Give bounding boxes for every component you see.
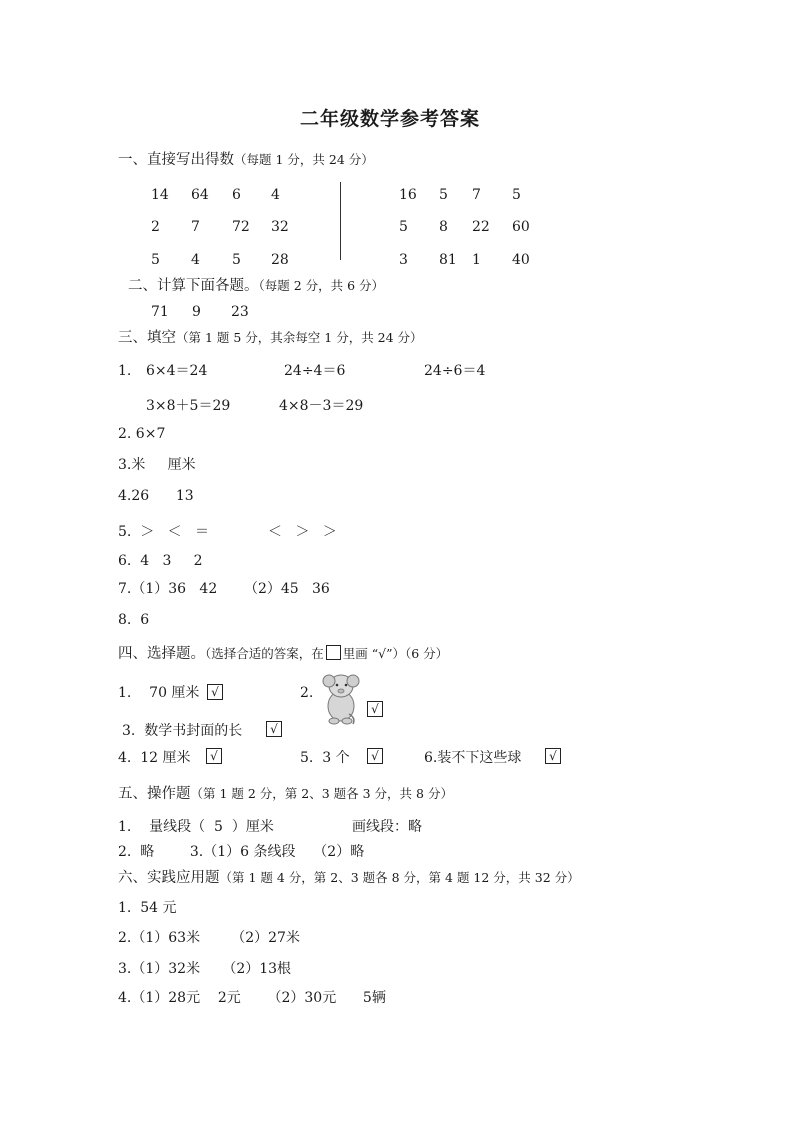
section-2-heading: [128, 277, 384, 295]
answer-line: 4.（1）28元 2元 （2）30元 5辆: [118, 990, 386, 1006]
answer-cell: 81: [439, 252, 457, 268]
answer-cell: 4: [191, 252, 200, 268]
answer-cell: 5: [151, 252, 160, 268]
answer-line: 2.: [300, 685, 314, 701]
section-2-note: （每题 2 分，共 6 分）: [258, 278, 385, 293]
section-2-title: 二、计算下面各题。: [128, 278, 259, 294]
section-3-title: 三、填空: [118, 330, 176, 346]
check-mark-box: √: [266, 721, 282, 737]
check-mark-box: √: [545, 748, 561, 764]
check-mark-box: √: [207, 684, 223, 700]
answer-line: 1.: [118, 363, 132, 379]
check-mark-box: √: [367, 748, 383, 764]
answer-cell: 16: [399, 187, 417, 203]
answer-line: 5. 3 个: [300, 750, 350, 766]
answer-cell: 8: [439, 219, 448, 235]
answer-line: 1. 70 厘米: [118, 685, 200, 701]
answer-line: 4×8－3＝29: [279, 398, 364, 414]
answer-cell: 72: [232, 219, 250, 235]
section-3-note: （第 1 题 5 分，其余每空 1 分，共 24 分）: [176, 330, 423, 345]
answer-line: 3. 数学书封面的长: [122, 723, 243, 739]
answer-cell: 32: [271, 219, 289, 235]
answer-line: 3.米 厘米: [118, 457, 196, 473]
section-6-heading: [118, 869, 580, 887]
answer-line: 24÷6＝4: [424, 363, 486, 379]
answer-cell: 64: [191, 187, 209, 203]
section-5-note: （第 1 题 2 分，第 2、3 题各 3 分，共 8 分）: [190, 786, 453, 801]
answer-line: 2.（1）63米 （2）27米: [118, 930, 300, 946]
section-4-heading: [118, 645, 448, 663]
answer-line: 6×4＝24: [146, 363, 208, 379]
answer-line: 6. 4 3 2: [118, 553, 203, 569]
check-mark-box: √: [206, 748, 222, 764]
answer-line: 2. 略 3.（1）6 条线段 （2）略: [118, 844, 365, 860]
answer-cell: 5: [232, 252, 241, 268]
answer-cell: 22: [472, 219, 490, 235]
answer-line: 4.26 13: [118, 488, 194, 504]
check-mark-box: √: [367, 701, 383, 717]
section-1-heading: [118, 151, 374, 169]
answer-cell: 7: [472, 187, 481, 203]
answer-cell: 5: [399, 219, 408, 235]
elephant-icon: [320, 670, 362, 726]
answer-cell: 5: [512, 187, 521, 203]
answer-cell: 60: [512, 219, 530, 235]
section-4-title: 四、选择题。: [118, 646, 205, 662]
answer-cell: 5: [439, 187, 448, 203]
answer-line: 1. 量线段（ 5 ）厘米: [118, 819, 274, 835]
section-6-title: 六、实践应用题: [118, 870, 220, 886]
answer-cell: 40: [512, 252, 530, 268]
answer-cell: 7: [191, 219, 200, 235]
answer-line: 1. 54 元: [118, 900, 177, 916]
answer-line: 3×8＋5＝29: [146, 398, 231, 414]
answer-line: 24÷4＝6: [284, 363, 346, 379]
answer-cell: 2: [151, 219, 160, 235]
answer-cell: 71: [151, 304, 169, 320]
section-4-note-b: 里画 “√”）（6 分）: [342, 646, 449, 661]
answer-cell: 3: [399, 252, 408, 268]
answer-cell: 14: [151, 187, 169, 203]
section-5-heading: [118, 785, 453, 803]
empty-checkbox-icon: [326, 645, 341, 660]
answer-line: 7.（1）36 42 （2）45 36: [118, 581, 330, 597]
grid-divider: [340, 182, 341, 260]
answer-cell: 6: [232, 187, 241, 203]
answer-cell: 28: [271, 252, 289, 268]
answer-cell: 1: [472, 252, 481, 268]
answer-line: 2. 6×7: [118, 426, 166, 442]
answer-line: 画线段：略: [352, 819, 422, 835]
answer-line: 4. 12 厘米: [118, 750, 191, 766]
answer-line: 3.（1）32米 （2）13根: [118, 961, 292, 977]
answer-line: 5. ＞ ＜ ＝: [118, 524, 209, 540]
page-title: 二年级数学参考答案: [300, 108, 481, 130]
answer-cell: 4: [271, 187, 280, 203]
section-1-title: 一、直接写出得数: [118, 152, 234, 168]
answer-line: 8. 6: [118, 612, 150, 628]
section-3-heading: [118, 329, 423, 347]
section-5-title: 五、操作题: [118, 786, 191, 802]
answer-line: ＜ ＞ ＞: [268, 524, 337, 540]
section-6-note: （第 1 题 4 分，第 2、3 题各 8 分，第 4 题 12 分，共 32 分）: [219, 870, 580, 885]
answer-line: 6.装不下这些球: [424, 750, 522, 766]
answer-cell: 9: [192, 304, 201, 320]
answer-cell: 23: [231, 304, 249, 320]
section-4-note-a: （选择合适的答案，在: [205, 646, 324, 661]
section-1-note: （每题 1 分，共 24 分）: [234, 152, 374, 167]
